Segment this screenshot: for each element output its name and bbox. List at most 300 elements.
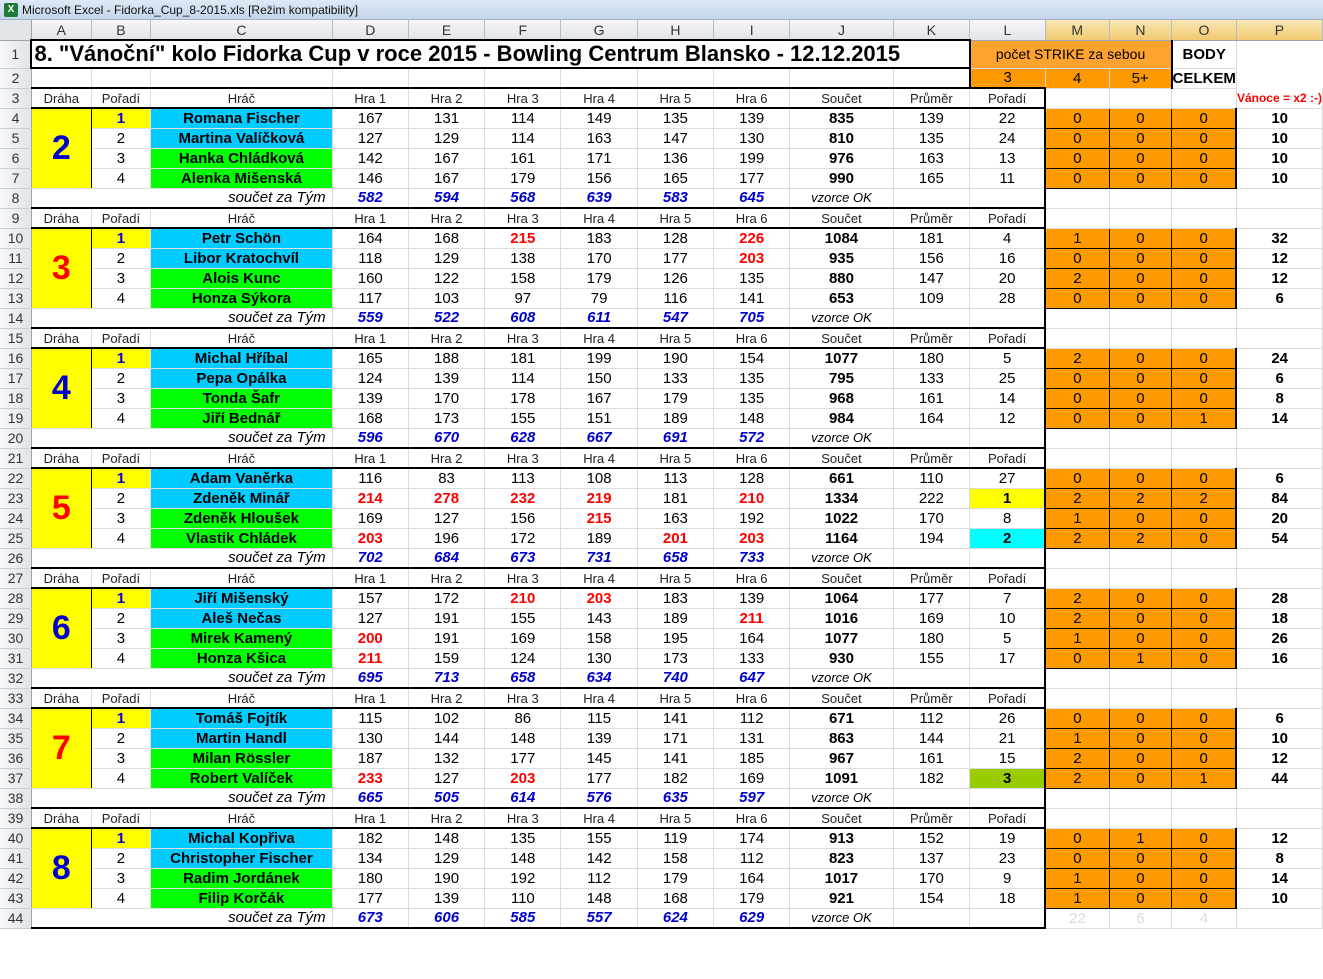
row-header[interactable]: 37 (0, 768, 31, 788)
header-rank[interactable]: Pořadí (970, 568, 1046, 588)
team-total-label[interactable]: součet za Tým (31, 908, 332, 928)
empty-cell[interactable] (1236, 448, 1322, 468)
player-avg[interactable]: 137 (893, 848, 969, 868)
empty-cell[interactable] (1236, 908, 1322, 928)
team-total-value[interactable]: 597 (714, 788, 790, 808)
lane-number[interactable]: 2 (31, 108, 91, 188)
strike-count[interactable]: 0 (1172, 608, 1237, 628)
header-game[interactable]: Hra 2 (408, 208, 484, 228)
game-score[interactable]: 160 (332, 268, 408, 288)
empty-cell[interactable] (408, 68, 484, 88)
game-score[interactable]: 189 (637, 408, 713, 428)
header-lane[interactable]: Dráha (31, 688, 91, 708)
game-score[interactable]: 149 (561, 108, 637, 128)
player-order[interactable]: 4 (91, 168, 151, 188)
player-sum[interactable]: 661 (790, 468, 893, 488)
empty-cell[interactable] (970, 308, 1046, 328)
game-score[interactable]: 177 (332, 888, 408, 908)
spreadsheet-grid[interactable] (0, 20, 1323, 929)
row-header[interactable]: 7 (0, 168, 31, 188)
player-points[interactable]: 26 (1236, 628, 1322, 648)
player-rank[interactable]: 3 (970, 768, 1046, 788)
game-score[interactable]: 173 (637, 648, 713, 668)
sheet-table[interactable] (0, 20, 1323, 929)
game-score[interactable]: 124 (485, 648, 561, 668)
header-sum[interactable]: Součet (790, 88, 893, 108)
team-total-value[interactable]: 647 (714, 668, 790, 688)
row-header[interactable]: 38 (0, 788, 31, 808)
header-avg[interactable]: Průměr (893, 328, 969, 348)
game-score[interactable]: 114 (485, 108, 561, 128)
game-score[interactable]: 171 (637, 728, 713, 748)
game-score[interactable]: 133 (637, 368, 713, 388)
empty-cell[interactable] (1045, 328, 1109, 348)
formula-status[interactable]: vzorce OK (790, 908, 893, 928)
row-header[interactable]: 4 (0, 108, 31, 128)
column-header-n[interactable]: N (1109, 20, 1171, 40)
player-name[interactable]: Michal Kopřiva (151, 828, 332, 848)
player-sum[interactable]: 810 (790, 128, 893, 148)
header-order[interactable]: Pořadí (91, 328, 151, 348)
game-score[interactable]: 211 (332, 648, 408, 668)
empty-cell[interactable] (714, 68, 790, 88)
row-header[interactable]: 43 (0, 888, 31, 908)
row-header[interactable]: 6 (0, 148, 31, 168)
header-game[interactable]: Hra 6 (714, 568, 790, 588)
strike-header[interactable]: počet STRIKE za sebou (970, 40, 1172, 68)
game-score[interactable]: 133 (714, 648, 790, 668)
player-avg[interactable]: 182 (893, 768, 969, 788)
empty-cell[interactable] (1045, 448, 1109, 468)
player-order[interactable]: 4 (91, 408, 151, 428)
player-name[interactable]: Martina Valíčková (151, 128, 332, 148)
empty-cell[interactable] (970, 908, 1046, 928)
empty-cell[interactable] (970, 548, 1046, 568)
player-points[interactable]: 20 (1236, 508, 1322, 528)
game-score[interactable]: 180 (332, 868, 408, 888)
game-score[interactable]: 86 (485, 708, 561, 728)
player-avg[interactable]: 180 (893, 628, 969, 648)
strike-count[interactable]: 0 (1172, 108, 1237, 128)
game-score[interactable]: 179 (637, 388, 713, 408)
empty-cell[interactable] (1045, 808, 1109, 828)
player-avg[interactable]: 144 (893, 728, 969, 748)
game-score[interactable]: 155 (485, 608, 561, 628)
game-score[interactable]: 134 (332, 848, 408, 868)
strike-count[interactable]: 0 (1172, 648, 1237, 668)
game-score[interactable]: 226 (714, 228, 790, 248)
strike-count[interactable]: 0 (1045, 848, 1109, 868)
team-total-value[interactable]: 733 (714, 548, 790, 568)
header-rank[interactable]: Pořadí (970, 88, 1046, 108)
game-score[interactable]: 143 (561, 608, 637, 628)
game-score[interactable]: 156 (561, 168, 637, 188)
player-order[interactable]: 1 (91, 828, 151, 848)
game-score[interactable]: 148 (485, 728, 561, 748)
strike-count[interactable]: 0 (1045, 368, 1109, 388)
empty-cell[interactable] (1045, 88, 1109, 108)
game-score[interactable]: 170 (408, 388, 484, 408)
strike-count[interactable]: 0 (1172, 848, 1237, 868)
player-avg[interactable]: 152 (893, 828, 969, 848)
game-score[interactable]: 192 (714, 508, 790, 528)
strike-count[interactable]: 0 (1109, 168, 1171, 188)
strike-count[interactable]: 0 (1172, 148, 1237, 168)
header-player[interactable]: Hráč (151, 808, 332, 828)
empty-cell[interactable] (151, 68, 332, 88)
row-header[interactable]: 41 (0, 848, 31, 868)
player-name[interactable]: Michal Hříbal (151, 348, 332, 368)
player-sum[interactable]: 823 (790, 848, 893, 868)
lane-number[interactable]: 8 (31, 828, 91, 908)
empty-cell[interactable] (1109, 448, 1171, 468)
game-score[interactable]: 154 (714, 348, 790, 368)
player-points[interactable]: 10 (1236, 168, 1322, 188)
game-score[interactable]: 203 (714, 248, 790, 268)
strike-count[interactable]: 0 (1109, 268, 1171, 288)
game-score[interactable]: 139 (408, 888, 484, 908)
empty-cell[interactable] (1109, 88, 1171, 108)
player-sum[interactable]: 990 (790, 168, 893, 188)
game-score[interactable]: 130 (332, 728, 408, 748)
strike-count[interactable]: 2 (1109, 488, 1171, 508)
strike-count[interactable]: 1 (1172, 768, 1237, 788)
row-header[interactable]: 22 (0, 468, 31, 488)
game-score[interactable]: 135 (637, 108, 713, 128)
game-score[interactable]: 179 (637, 868, 713, 888)
row-header[interactable]: 23 (0, 488, 31, 508)
strike-count[interactable]: 0 (1172, 268, 1237, 288)
strike-count[interactable]: 0 (1045, 108, 1109, 128)
column-header-m[interactable]: M (1045, 20, 1109, 40)
player-avg[interactable]: 180 (893, 348, 969, 368)
team-total-value[interactable]: 691 (637, 428, 713, 448)
player-name[interactable]: Vlastik Chládek (151, 528, 332, 548)
game-score[interactable]: 168 (408, 228, 484, 248)
empty-cell[interactable] (1109, 208, 1171, 228)
game-score[interactable]: 211 (714, 608, 790, 628)
player-sum[interactable]: 671 (790, 708, 893, 728)
player-points[interactable]: 6 (1236, 708, 1322, 728)
strike-count[interactable]: 0 (1045, 128, 1109, 148)
player-name[interactable]: Tonda Šafr (151, 388, 332, 408)
player-sum[interactable]: 1064 (790, 588, 893, 608)
game-score[interactable]: 118 (332, 248, 408, 268)
row-header[interactable]: 5 (0, 128, 31, 148)
team-total-value[interactable]: 505 (408, 788, 484, 808)
column-header-g[interactable]: G (561, 20, 637, 40)
game-score[interactable]: 177 (637, 248, 713, 268)
empty-cell[interactable] (1236, 688, 1322, 708)
player-points[interactable]: 16 (1236, 648, 1322, 668)
header-game[interactable]: Hra 3 (485, 688, 561, 708)
team-total-value[interactable]: 658 (637, 548, 713, 568)
strike-count[interactable]: 0 (1109, 588, 1171, 608)
game-score[interactable]: 163 (637, 508, 713, 528)
game-score[interactable]: 203 (485, 768, 561, 788)
empty-cell[interactable] (970, 188, 1046, 208)
empty-cell[interactable] (1172, 688, 1237, 708)
strike-count[interactable]: 0 (1172, 708, 1237, 728)
game-score[interactable]: 210 (485, 588, 561, 608)
player-sum[interactable]: 1022 (790, 508, 893, 528)
team-total-value[interactable]: 568 (485, 188, 561, 208)
empty-cell[interactable] (1045, 688, 1109, 708)
empty-cell[interactable] (1045, 668, 1109, 688)
game-score[interactable]: 139 (714, 588, 790, 608)
strike-count[interactable]: 0 (1045, 468, 1109, 488)
empty-cell[interactable] (1172, 88, 1237, 108)
player-avg[interactable]: 222 (893, 488, 969, 508)
game-score[interactable]: 116 (637, 288, 713, 308)
game-score[interactable]: 182 (332, 828, 408, 848)
game-score[interactable]: 115 (561, 708, 637, 728)
game-score[interactable]: 191 (408, 608, 484, 628)
player-rank[interactable]: 27 (970, 468, 1046, 488)
player-name[interactable]: Petr Schön (151, 228, 332, 248)
game-score[interactable]: 126 (637, 268, 713, 288)
strike-count[interactable]: 2 (1045, 748, 1109, 768)
game-score[interactable]: 156 (485, 508, 561, 528)
row-header[interactable]: 15 (0, 328, 31, 348)
row-header[interactable]: 17 (0, 368, 31, 388)
strike-col-3[interactable]: 5+ (1109, 68, 1171, 88)
header-player[interactable]: Hráč (151, 568, 332, 588)
game-score[interactable]: 179 (561, 268, 637, 288)
team-total-value[interactable]: 628 (485, 428, 561, 448)
game-score[interactable]: 157 (332, 588, 408, 608)
empty-cell[interactable] (31, 68, 91, 88)
formula-status[interactable]: vzorce OK (790, 308, 893, 328)
column-header-b[interactable]: B (91, 20, 151, 40)
game-score[interactable]: 203 (561, 588, 637, 608)
header-game[interactable]: Hra 1 (332, 328, 408, 348)
player-points[interactable]: 12 (1236, 248, 1322, 268)
game-score[interactable]: 141 (637, 708, 713, 728)
game-score[interactable]: 147 (637, 128, 713, 148)
player-name[interactable]: Libor Kratochvíl (151, 248, 332, 268)
game-score[interactable]: 122 (408, 268, 484, 288)
player-rank[interactable]: 20 (970, 268, 1046, 288)
lane-number[interactable]: 7 (31, 708, 91, 788)
player-order[interactable]: 4 (91, 888, 151, 908)
row-header[interactable]: 36 (0, 748, 31, 768)
empty-cell[interactable] (1172, 808, 1237, 828)
team-total-value[interactable]: 731 (561, 548, 637, 568)
game-score[interactable]: 117 (332, 288, 408, 308)
game-score[interactable]: 174 (714, 828, 790, 848)
empty-cell[interactable] (893, 548, 969, 568)
game-score[interactable]: 168 (637, 888, 713, 908)
strike-count[interactable]: 0 (1109, 508, 1171, 528)
strike-count[interactable]: 0 (1109, 628, 1171, 648)
column-header-p[interactable]: P (1236, 20, 1322, 40)
player-rank[interactable]: 5 (970, 628, 1046, 648)
formula-status[interactable]: vzorce OK (790, 668, 893, 688)
header-game[interactable]: Hra 3 (485, 568, 561, 588)
header-lane[interactable]: Dráha (31, 88, 91, 108)
game-score[interactable]: 114 (485, 368, 561, 388)
header-lane[interactable]: Dráha (31, 568, 91, 588)
player-points[interactable]: 10 (1236, 148, 1322, 168)
player-points[interactable]: 8 (1236, 388, 1322, 408)
player-rank[interactable]: 18 (970, 888, 1046, 908)
header-avg[interactable]: Průměr (893, 688, 969, 708)
player-points[interactable]: 14 (1236, 868, 1322, 888)
game-score[interactable]: 170 (561, 248, 637, 268)
player-sum[interactable]: 930 (790, 648, 893, 668)
player-rank[interactable]: 24 (970, 128, 1046, 148)
strike-count[interactable]: 0 (1109, 468, 1171, 488)
player-avg[interactable]: 169 (893, 608, 969, 628)
game-score[interactable]: 233 (332, 768, 408, 788)
team-total-value[interactable]: 645 (714, 188, 790, 208)
player-sum[interactable]: 984 (790, 408, 893, 428)
empty-cell[interactable] (1236, 208, 1322, 228)
strike-count[interactable]: 2 (1109, 528, 1171, 548)
header-game[interactable]: Hra 1 (332, 208, 408, 228)
player-name[interactable]: Honza Kšica (151, 648, 332, 668)
player-name[interactable]: Radim Jordánek (151, 868, 332, 888)
header-game[interactable]: Hra 6 (714, 88, 790, 108)
header-game[interactable]: Hra 3 (485, 448, 561, 468)
game-score[interactable]: 164 (332, 228, 408, 248)
game-score[interactable]: 151 (561, 408, 637, 428)
header-sum[interactable]: Součet (790, 448, 893, 468)
faint-total[interactable]: 6 (1109, 908, 1171, 928)
team-total-value[interactable]: 596 (332, 428, 408, 448)
game-score[interactable]: 142 (561, 848, 637, 868)
column-header-j[interactable]: J (790, 20, 893, 40)
player-sum[interactable]: 935 (790, 248, 893, 268)
player-rank[interactable]: 13 (970, 148, 1046, 168)
team-total-value[interactable]: 559 (332, 308, 408, 328)
player-order[interactable]: 1 (91, 348, 151, 368)
player-points[interactable]: 32 (1236, 228, 1322, 248)
game-score[interactable]: 183 (561, 228, 637, 248)
column-header-f[interactable]: F (485, 20, 561, 40)
game-score[interactable]: 135 (714, 368, 790, 388)
game-score[interactable]: 124 (332, 368, 408, 388)
empty-cell[interactable] (970, 428, 1046, 448)
sheet-title[interactable]: 8. "Vánoční" kolo Fidorka Cup v roce 2015 - Bowling Centrum Blansko - 12.12.2015 (31, 40, 969, 68)
strike-count[interactable]: 2 (1045, 768, 1109, 788)
game-score[interactable]: 159 (408, 648, 484, 668)
game-score[interactable]: 214 (332, 488, 408, 508)
game-score[interactable]: 177 (485, 748, 561, 768)
game-score[interactable]: 110 (485, 888, 561, 908)
game-score[interactable]: 196 (408, 528, 484, 548)
strike-count[interactable]: 2 (1045, 588, 1109, 608)
team-total-value[interactable]: 582 (332, 188, 408, 208)
game-score[interactable]: 203 (714, 528, 790, 548)
player-rank[interactable]: 10 (970, 608, 1046, 628)
strike-count[interactable]: 0 (1109, 888, 1171, 908)
game-score[interactable]: 192 (485, 868, 561, 888)
game-score[interactable]: 165 (637, 168, 713, 188)
player-points[interactable]: 24 (1236, 348, 1322, 368)
player-rank[interactable]: 8 (970, 508, 1046, 528)
strike-count[interactable]: 0 (1172, 128, 1237, 148)
lane-number[interactable]: 4 (31, 348, 91, 428)
header-rank[interactable]: Pořadí (970, 448, 1046, 468)
game-score[interactable]: 114 (485, 128, 561, 148)
row-header[interactable]: 25 (0, 528, 31, 548)
player-order[interactable]: 2 (91, 368, 151, 388)
row-header[interactable]: 8 (0, 188, 31, 208)
header-game[interactable]: Hra 3 (485, 808, 561, 828)
header-rank[interactable]: Pořadí (970, 808, 1046, 828)
game-score[interactable]: 155 (485, 408, 561, 428)
strike-count[interactable]: 2 (1045, 488, 1109, 508)
player-name[interactable]: Alenka Mišenská (151, 168, 332, 188)
game-score[interactable]: 148 (408, 828, 484, 848)
game-score[interactable]: 139 (714, 108, 790, 128)
player-points[interactable]: 10 (1236, 888, 1322, 908)
formula-status[interactable]: vzorce OK (790, 548, 893, 568)
header-game[interactable]: Hra 6 (714, 448, 790, 468)
header-game[interactable]: Hra 1 (332, 448, 408, 468)
game-score[interactable]: 190 (637, 348, 713, 368)
row-header[interactable]: 19 (0, 408, 31, 428)
game-score[interactable]: 150 (561, 368, 637, 388)
player-name[interactable]: Mirek Kamený (151, 628, 332, 648)
player-name[interactable]: Robert Valíček (151, 768, 332, 788)
game-score[interactable]: 97 (485, 288, 561, 308)
empty-cell[interactable] (1109, 428, 1171, 448)
game-score[interactable]: 141 (637, 748, 713, 768)
strike-count[interactable]: 1 (1109, 828, 1171, 848)
player-points[interactable]: 6 (1236, 468, 1322, 488)
game-score[interactable]: 141 (714, 288, 790, 308)
player-avg[interactable]: 165 (893, 168, 969, 188)
player-name[interactable]: Martin Handl (151, 728, 332, 748)
row-header[interactable]: 35 (0, 728, 31, 748)
empty-cell[interactable] (1172, 308, 1237, 328)
player-avg[interactable]: 112 (893, 708, 969, 728)
player-order[interactable]: 3 (91, 508, 151, 528)
game-score[interactable]: 127 (332, 608, 408, 628)
strike-count[interactable]: 2 (1045, 528, 1109, 548)
header-game[interactable]: Hra 3 (485, 208, 561, 228)
row-header[interactable]: 2 (0, 68, 31, 88)
empty-cell[interactable] (1236, 808, 1322, 828)
strike-count[interactable]: 0 (1109, 748, 1171, 768)
header-game[interactable]: Hra 1 (332, 688, 408, 708)
empty-cell[interactable] (1236, 308, 1322, 328)
header-game[interactable]: Hra 4 (561, 688, 637, 708)
header-player[interactable]: Hráč (151, 88, 332, 108)
game-score[interactable]: 167 (408, 148, 484, 168)
header-game[interactable]: Hra 4 (561, 88, 637, 108)
player-sum[interactable]: 653 (790, 288, 893, 308)
game-score[interactable]: 136 (637, 148, 713, 168)
player-name[interactable]: Christopher Fischer (151, 848, 332, 868)
strike-count[interactable]: 1 (1045, 888, 1109, 908)
strike-count[interactable]: 0 (1109, 608, 1171, 628)
game-score[interactable]: 113 (637, 468, 713, 488)
player-order[interactable]: 4 (91, 768, 151, 788)
strike-count[interactable]: 0 (1172, 348, 1237, 368)
formula-status[interactable]: vzorce OK (790, 428, 893, 448)
player-sum[interactable]: 976 (790, 148, 893, 168)
game-score[interactable]: 201 (637, 528, 713, 548)
player-name[interactable]: Alois Kunc (151, 268, 332, 288)
celkem-header[interactable]: CELKEM (1172, 69, 1236, 87)
player-name[interactable]: Zdeněk Hloušek (151, 508, 332, 528)
game-score[interactable]: 158 (561, 628, 637, 648)
column-header-e[interactable]: E (408, 20, 484, 40)
